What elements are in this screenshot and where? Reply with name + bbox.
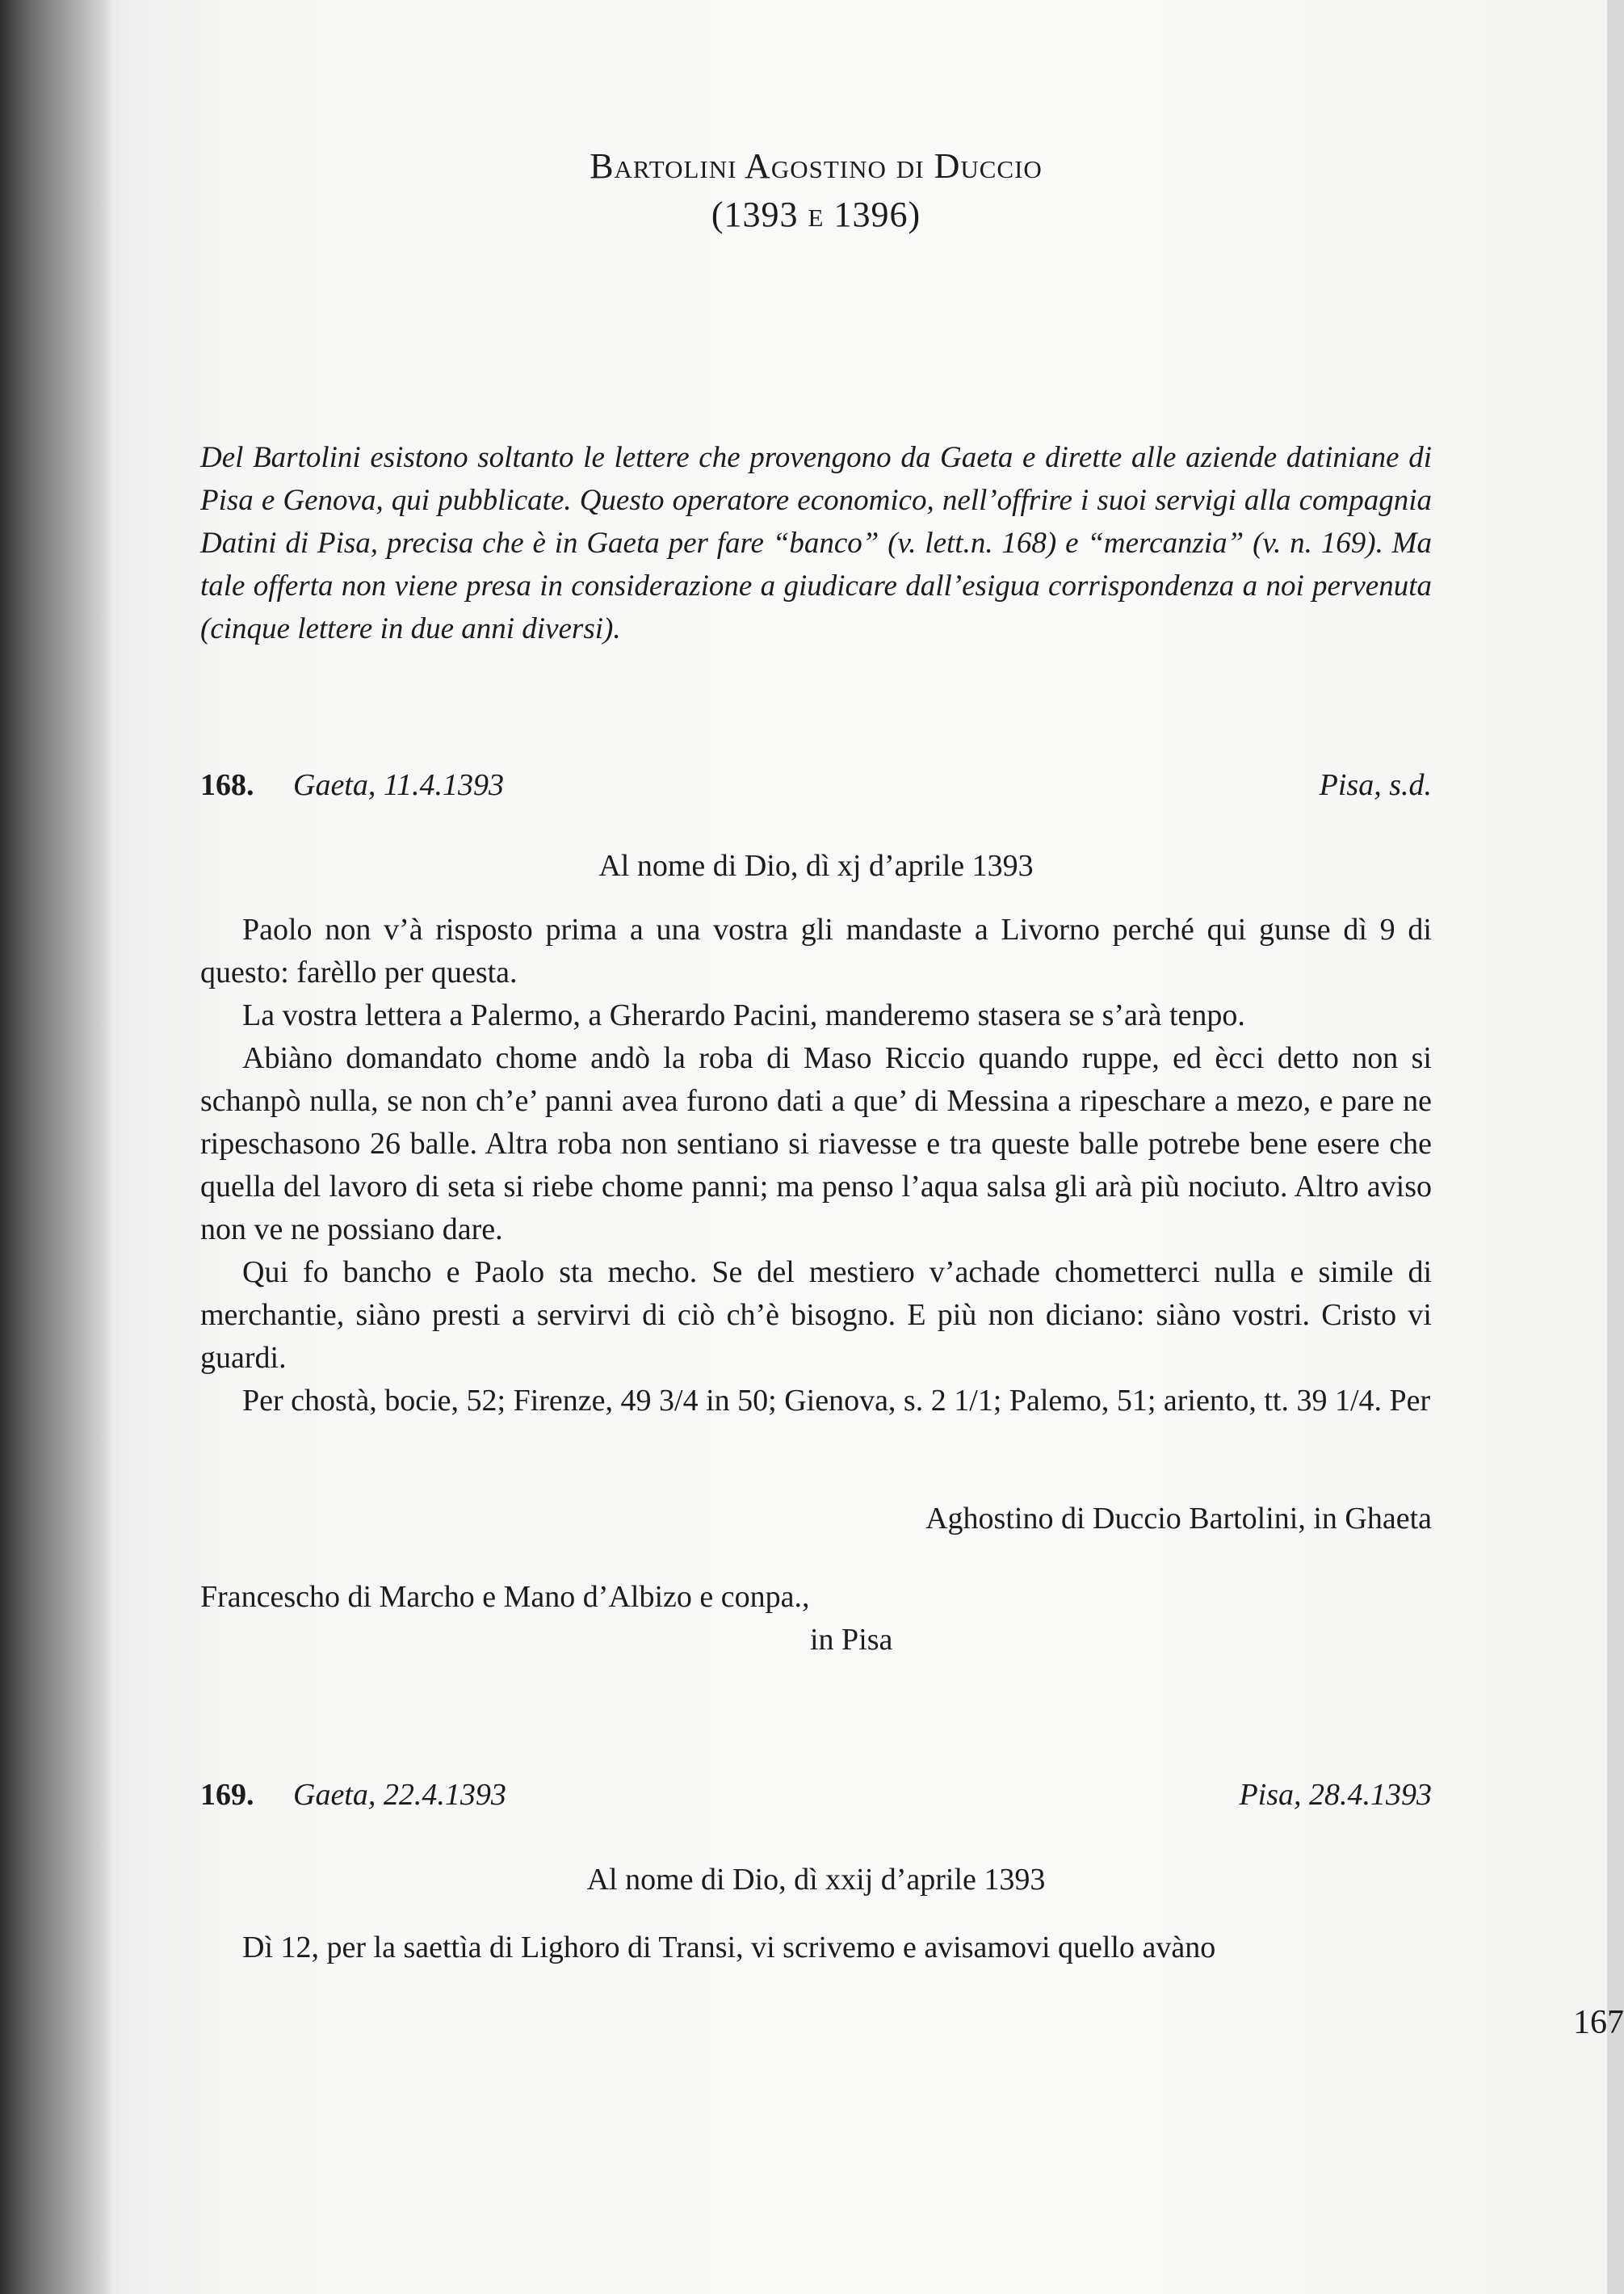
paragraph: Qui fo bancho e Paolo sta mecho. Se del mestiero v’achade chometterci nulla e simile di merchantie, siàno presti a servirvi di ciò ch’è bisogno. E più non diciano: siàno vostri. Cristo vi guardi. [200, 1255, 1432, 1375]
intro-paragraph: Del Bartolini esistono soltanto le lettere che provengono da Gaeta e dirette alle aziende datiniane di Pisa e Genova, qui pubblicate. Questo operatore economico, nell’offrire i suoi servigi alla compagnia Datini di Pisa, precisa che è in Gaeta per fare “banco” (v. lett.n. 168) e “mercanzia” (v. n. 169). Ma tale offerta non viene presa in considerazione a giudicare dall’esigua corrispondenza a noi pervenuta (cinque lettere in due anni diversi). [200, 441, 1432, 645]
letter-168-header [200, 767, 1432, 808]
letter-168-signature: Aghostino di Duccio Bartolini, in Ghaeta [925, 1502, 1432, 1536]
paragraph: Dì 12, per la saettìa di Lighoro di Transi, vi scrivemo e avisamovi quello avàno [242, 1931, 1216, 1964]
letter-168-body [200, 909, 1432, 1422]
paragraph: Per chostà, bocie, 52; Firenze, 49 3/4 in 50; Gienova, s. 2 1/1; Palemo, 51; ariento, tt. 39 1/4. Per [242, 1384, 1431, 1418]
letter-received: Pisa, 28.4.1393 [1239, 1778, 1432, 1812]
letter-168-address: Francescho di Marcho e Mano d’Albizo e conpa., [200, 1580, 810, 1614]
paragraph: Abiàno domandato chome andò la roba di Maso Riccio quando ruppe, ed ècci detto non si schanpò nulla, se non ch’e’ panni avea furono dati a que’ di Messina a ripeschare a mezo, e pare ne ripeschasono 26 balle. Altra roba non sentiano si riavesse e tra queste balle potrebe bene esere che quella del lavoro di seta si riebe chome panni; ma penso l’aqua salsa gli arà più nociuto. Altro aviso non ve ne possiano dare. [200, 1041, 1432, 1246]
letter-received: Pisa, s.d. [1319, 768, 1432, 802]
binding-gutter-shadow [0, 0, 113, 2294]
letter-169-invocation: Al nome di Dio, dì xxij d’aprile 1393 [586, 1863, 1046, 1897]
letter-168-address-city: in Pisa [810, 1623, 893, 1657]
letter-168-invocation: Al nome di Dio, dì xj d’aprile 1393 [598, 849, 1034, 883]
letter-number: 169. [200, 1778, 254, 1812]
letter-origin: Gaeta, 11.4.1393 [293, 768, 505, 802]
section-years: (1393 e 1396) [711, 195, 921, 234]
page-number: 167 [1573, 2004, 1624, 2041]
section-title: Bartolini Agostino di Duccio [590, 146, 1043, 186]
letter-169-body [200, 1926, 1432, 1969]
paragraph: Paolo non v’à risposto prima a una vostra gli mandaste a Livorno perché qui gunse dì 9 di questo: farèllo per questa. [200, 913, 1432, 989]
letter-number: 168. [200, 768, 254, 802]
letter-origin: Gaeta, 22.4.1393 [293, 1778, 506, 1812]
paragraph: La vostra lettera a Palermo, a Gherardo Pacini, manderemo stasera se s’arà tenpo. [242, 998, 1245, 1032]
letter-169-header [200, 1777, 1432, 1817]
